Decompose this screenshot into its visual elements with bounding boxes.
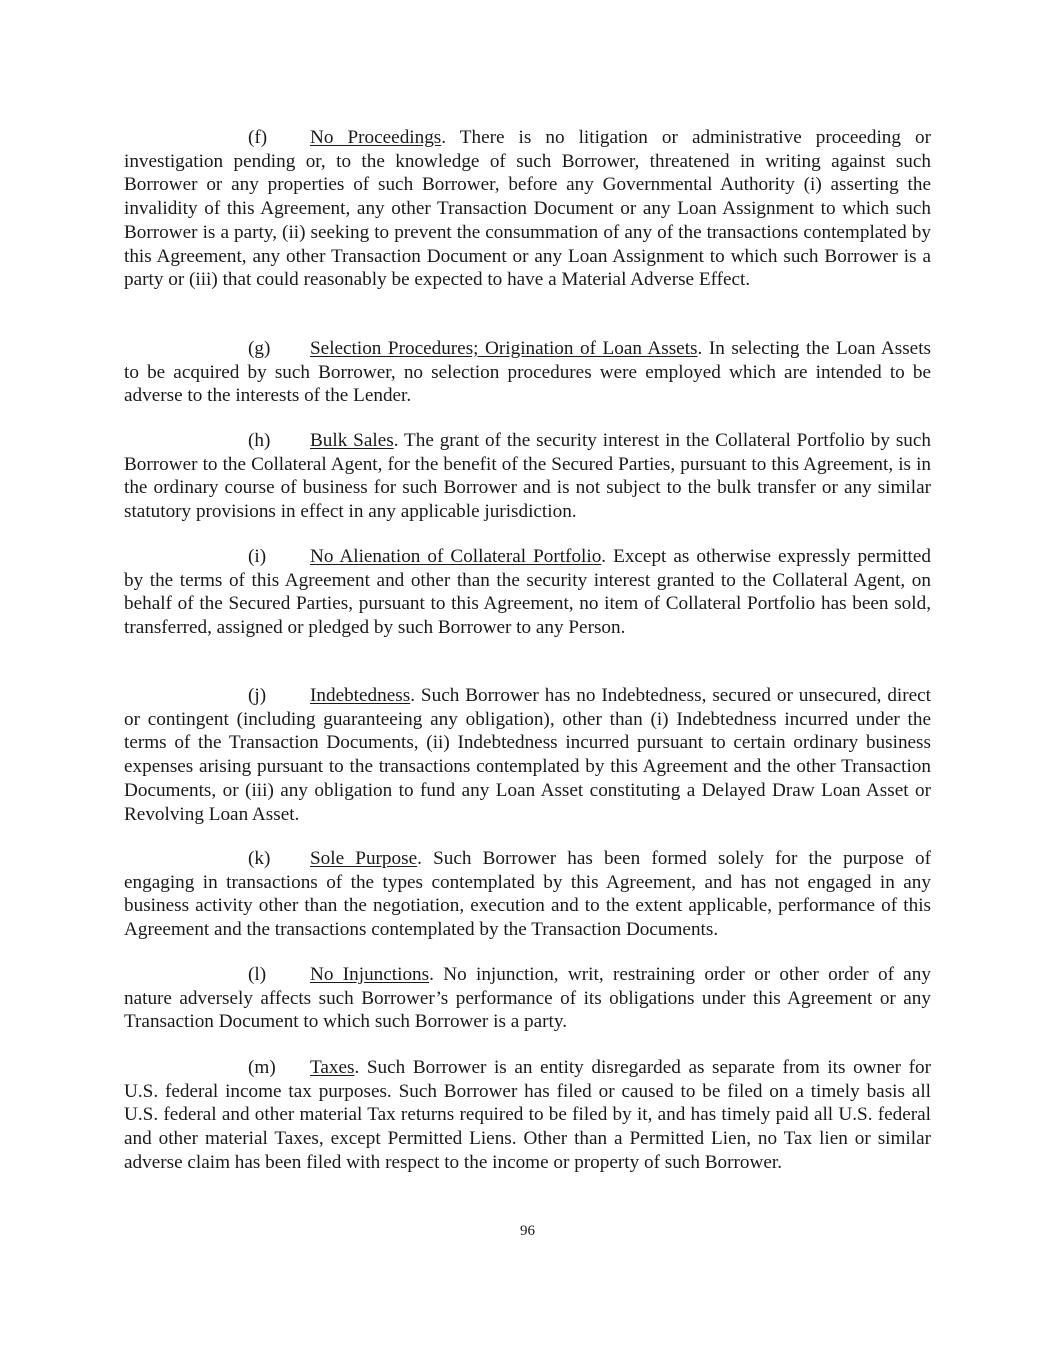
section-body: . Such Borrower has no Indebtedness, secured or unsecured, direct or contingent (including guaranteeing any obligation), other than (i) Indebtedness incurred under the terms of the Transaction Documents, (ii) Indebtedness incurred pursuant to certain ordinary business expenses arising pursuant to the transactions contemplated by this Agreement and the other Transaction Documents, or (iii) any obligation to fund any Loan Asset constituting a Delayed Draw Loan Asset or Revolving Loan Asset.	[124, 685, 931, 825]
section-heading: Selection Procedures; Origination of Loan Assets	[310, 338, 698, 359]
section-heading: Taxes	[310, 1057, 355, 1078]
section-body: . No injunction, writ, restraining order or other order of any nature adversely affects such Borrower’s performance of its obligations under this Agreement or any Transaction Document to which such Borrower is a party.	[124, 964, 931, 1033]
section-label: (j)	[248, 685, 267, 706]
section-heading: Bulk Sales	[310, 430, 394, 451]
section-heading: No Proceedings	[310, 127, 442, 148]
section-label: (k)	[248, 848, 271, 869]
section-label: (f)	[248, 127, 268, 148]
section-body: . Such Borrower has been formed solely for the purpose of engaging in transactions of the types contemplated by this Agreement, and has not engaged in any business activity other than the negotiation, execution and to the extent applicable, performance of this Agreement and the transactions contemplated by the Transaction Documents.	[124, 848, 931, 941]
section-m	[124, 1056, 931, 1175]
section-heading: No Alienation of Collateral Portfolio	[310, 546, 602, 567]
section-body: . The grant of the security interest in the Collateral Portfolio by such Borrower to the Collateral Agent, for the benefit of the Secured Parties, pursuant to this Agreement, is in the ordinary course of business for such Borrower and is not subject to the bulk transfer or any similar statutory provisions in effect in any applicable jurisdiction.	[124, 430, 931, 523]
section-heading: Indebtedness	[310, 685, 411, 706]
section-i	[124, 545, 931, 640]
section-j	[124, 684, 931, 826]
section-body: . There is no litigation or administrative proceeding or investigation pending or, to the knowledge of such Borrower, threatened in writing against such Borrower or any properties of such Borrower, before any Governmental Authority (i) asserting the invalidity of this Agreement, any other Transaction Document or any Loan Assignment to which such Borrower is a party, (ii) seeking to prevent the consummation of any of the transactions contemplated by this Agreement, any other Transaction Document or any Loan Assignment to which such Borrower is a party or (iii) that could reasonably be expected to have a Material Adverse Effect.	[124, 127, 931, 291]
section-k	[124, 847, 931, 942]
page-number: 96	[520, 1223, 535, 1239]
section-label: (i)	[248, 546, 267, 567]
section-label: (g)	[248, 338, 271, 359]
section-label: (m)	[248, 1057, 276, 1078]
section-l	[124, 963, 931, 1034]
section-body: . Such Borrower is an entity disregarded as separate from its owner for U.S. federal income tax purposes. Such Borrower has filed or caused to be filed on a timely basis all U.S. federal and other material Tax returns required to be filed by it, and has timely paid all U.S. federal and other material Taxes, except Permitted Liens. Other than a Permitted Lien, no Tax lien or similar adverse claim has been filed with respect to the income or property of such Borrower.	[124, 1057, 931, 1173]
section-body: . In selecting the Loan Assets to be acquired by such Borrower, no selection procedures were employed which are intended to be adverse to the interests of the Lender.	[124, 338, 931, 407]
section-g	[124, 337, 931, 408]
section-body: . Except as otherwise expressly permitted by the terms of this Agreement and other than the security interest granted to the Collateral Agent, on behalf of the Secured Parties, pursuant to this Agreement, no item of Collateral Portfolio has been sold, transferred, assigned or pledged by such Borrower to any Person.	[124, 546, 931, 639]
section-label: (l)	[248, 964, 267, 985]
section-h	[124, 429, 931, 524]
section-f	[124, 126, 931, 292]
section-heading: Sole Purpose	[310, 848, 418, 869]
section-label: (h)	[248, 430, 271, 451]
section-heading: No Injunctions	[310, 964, 430, 985]
